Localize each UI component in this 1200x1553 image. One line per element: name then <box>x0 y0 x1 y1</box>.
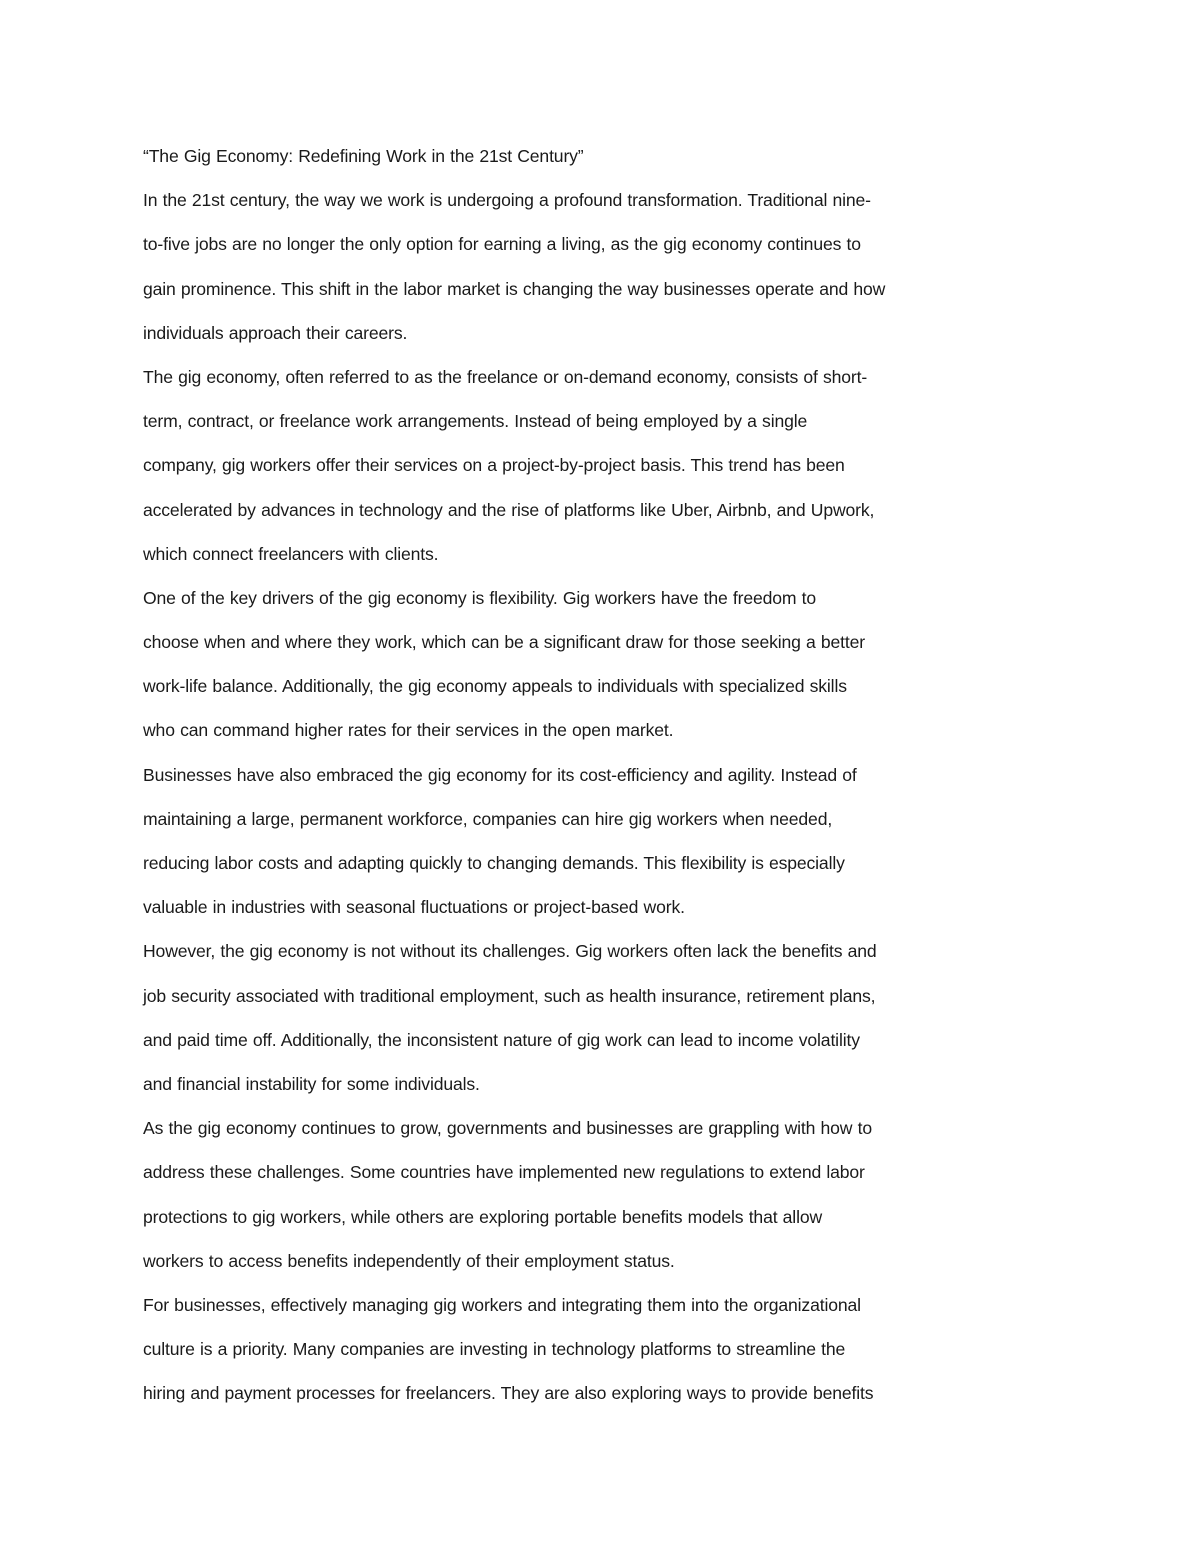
text-line: For businesses, effectively managing gig workers and integrating them into the organizational <box>143 1294 861 1315</box>
text-line: and financial instability for some individuals. <box>143 1073 480 1094</box>
text-line: valuable in industries with seasonal fluctuations or project-based work. <box>143 897 685 918</box>
document-body <box>143 141 1003 1422</box>
text-line: and paid time off. Additionally, the inconsistent nature of gig work can lead to income volatility <box>143 1029 860 1050</box>
text-line: which connect freelancers with clients. <box>143 543 439 564</box>
text-line: company, gig workers offer their services on a project-by-project basis. This trend has been <box>143 455 845 476</box>
document-title: “The Gig Economy: Redefining Work in the 21st Century” <box>143 146 584 166</box>
text-line: The gig economy, often referred to as the freelance or on-demand economy, consists of short- <box>143 366 868 387</box>
text-line: protections to gig workers, while others are exploring portable benefits models that allow <box>143 1206 823 1227</box>
text-line: work-life balance. Additionally, the gig economy appeals to individuals with specialized skills <box>143 676 847 697</box>
text-line: workers to access benefits independently of their employment status. <box>143 1250 675 1271</box>
text-line: One of the key drivers of the gig economy is flexibility. Gig workers have the freedom to <box>143 587 816 608</box>
text-line: job security associated with traditional employment, such as health insurance, retirement plans, <box>143 985 876 1006</box>
text-line: culture is a priority. Many companies are investing in technology platforms to streamline the <box>143 1339 846 1360</box>
paragraph-challenges <box>143 936 1003 1113</box>
paragraph-intro <box>143 185 1003 362</box>
text-line: hiring and payment processes for freelancers. They are also exploring ways to provide benefits <box>143 1383 874 1404</box>
text-line: Businesses have also embraced the gig economy for its cost-efficiency and agility. Instead of <box>143 764 857 785</box>
paragraph-management <box>143 1290 1003 1423</box>
text-line: As the gig economy continues to grow, governments and businesses are grappling with how to <box>143 1118 872 1139</box>
text-line: reducing labor costs and adapting quickly to changing demands. This flexibility is especially <box>143 853 845 873</box>
text-line: maintaining a large, permanent workforce, companies can hire gig workers when needed, <box>143 808 833 829</box>
text-line: However, the gig economy is not without its challenges. Gig workers often lack the benefits and <box>143 941 877 962</box>
paragraph-regulation <box>143 1113 1003 1290</box>
text-line: to-five jobs are no longer the only option for earning a living, as the gig economy continues to <box>143 234 861 255</box>
paragraph-businesses <box>143 760 1003 937</box>
text-line: term, contract, or freelance work arrangements. Instead of being employed by a single <box>143 411 808 432</box>
text-line: address these challenges. Some countries have implemented new regulations to extend labor <box>143 1162 865 1183</box>
text-line: gain prominence. This shift in the labor market is changing the way businesses operate and how <box>143 278 886 299</box>
text-line: In the 21st century, the way we work is undergoing a profound transformation. Traditional nine- <box>143 190 871 211</box>
text-line: who can command higher rates for their services in the open market. <box>143 720 674 741</box>
paragraph-definition <box>143 362 1003 583</box>
paragraph-flexibility <box>143 583 1003 760</box>
text-line: choose when and where they work, which can be a significant draw for those seeking a better <box>143 632 865 653</box>
text-line: individuals approach their careers. <box>143 322 408 343</box>
text-line: accelerated by advances in technology and the rise of platforms like Uber, Airbnb, and Upwork, <box>143 499 875 520</box>
